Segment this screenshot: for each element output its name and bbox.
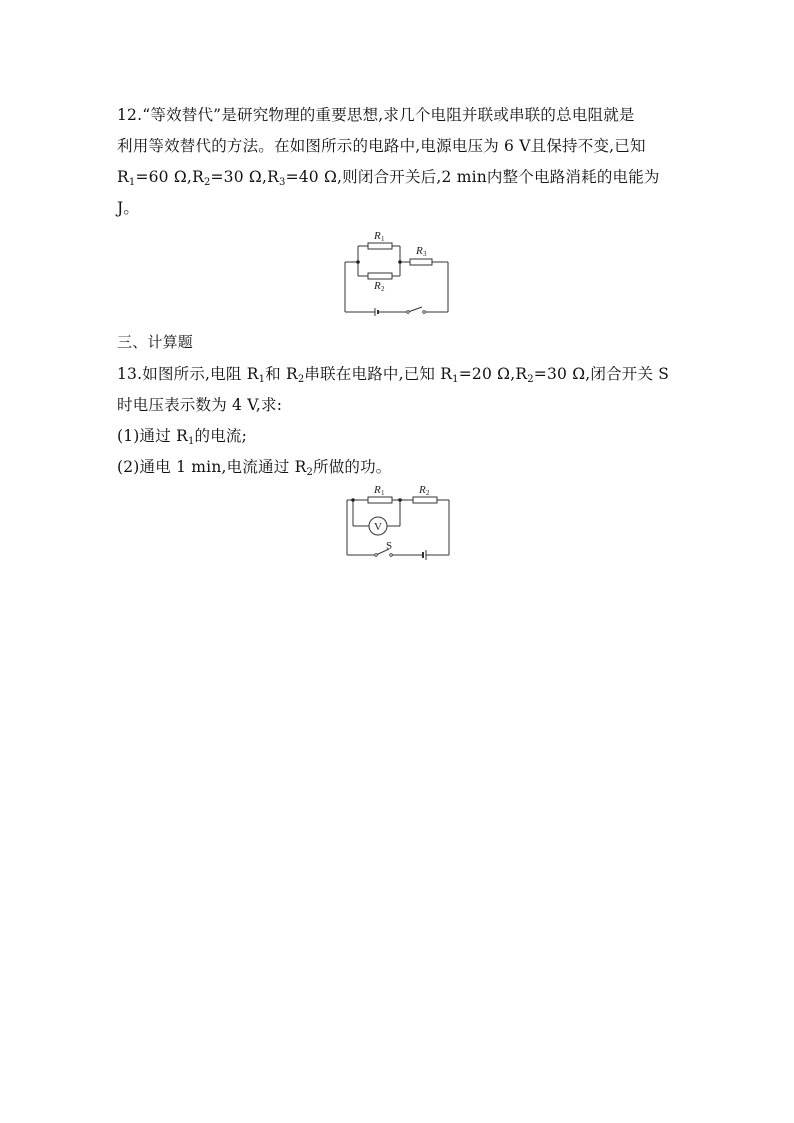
r3-label: R <box>416 245 423 257</box>
r1-value: =60 Ω, <box>135 168 193 186</box>
q12-line-2: 利用等效替代的方法。在如图所示的电路中,电源电压为 6 V且保持不变,已知 <box>117 137 646 155</box>
q13-sub2-subscript: 2 <box>306 467 313 478</box>
section-heading: 三、计算题 <box>117 333 194 351</box>
q13-sub-a: 1 <box>258 374 266 385</box>
r1-label: R <box>374 484 381 496</box>
q13-text-d: =20 Ω,R <box>458 365 528 383</box>
r1-label: R <box>374 230 381 242</box>
r1-resistor <box>368 243 392 249</box>
q12-line-4: J。 <box>117 199 140 217</box>
q13-sub-d: 2 <box>527 374 534 385</box>
q13-sub1-subscript: 1 <box>187 436 195 447</box>
r2-subscript: 2 <box>203 177 211 188</box>
r3-resistor <box>410 259 432 265</box>
q13-sub-b: 2 <box>297 374 305 385</box>
q12-line-3 <box>117 165 660 188</box>
r2-resistor <box>368 273 392 279</box>
q13-line-3 <box>117 424 247 447</box>
q13-line-4 <box>117 455 392 478</box>
q13-circuit-diagram <box>343 480 453 560</box>
r1-symbol: R <box>117 168 129 186</box>
q13-sub-c: 1 <box>452 374 459 385</box>
q12-line-1: 12.“等效替代”是研究物理的重要思想,求几个电阻并联或串联的总电阻就是 <box>117 106 635 124</box>
q13-text-b: 和 R <box>265 365 298 383</box>
switch-label: S <box>386 540 393 552</box>
q13-sub1-text-b: 的电流; <box>194 427 248 445</box>
q12-circuit-diagram <box>340 228 455 318</box>
r1-resistor <box>368 497 392 503</box>
r1-label-sub: 1 <box>381 489 385 497</box>
r1-subscript: 1 <box>128 177 136 188</box>
q13-text-c: 串联在电路中,已知 R <box>304 365 453 383</box>
r3-symbol: R <box>267 168 279 186</box>
r2-label: R <box>374 280 381 292</box>
q13-line-1 <box>117 362 669 385</box>
r1-label-sub: 1 <box>381 235 385 243</box>
r2-resistor <box>413 497 437 503</box>
q13-text-a: 13.如图所示,电阻 R <box>117 365 259 383</box>
r2-label: R <box>419 484 426 496</box>
q13-text-e: =30 Ω,闭合开关 S <box>533 365 670 383</box>
r2-symbol: R <box>192 168 204 186</box>
r3-label-sub: 3 <box>423 250 427 258</box>
switch-blade <box>408 307 422 312</box>
q13-sub2-text-a: (2)通电 1 min,电流通过 R <box>117 458 307 476</box>
q13-sub2-text-b: 所做的功。 <box>313 458 392 476</box>
voltmeter-label: V <box>374 521 382 533</box>
r3-value: =40 Ω,则闭合开关后,2 min内整个电路消耗的电能为 <box>285 168 660 186</box>
r2-label-sub: 2 <box>426 489 430 497</box>
q13-line-2: 时电压表示数为 4 V,求: <box>117 396 283 414</box>
r2-value: =30 Ω, <box>210 168 268 186</box>
r3-subscript: 3 <box>279 177 286 188</box>
r2-label-sub: 2 <box>381 285 385 293</box>
q13-sub1-text-a: (1)通过 R <box>117 427 188 445</box>
